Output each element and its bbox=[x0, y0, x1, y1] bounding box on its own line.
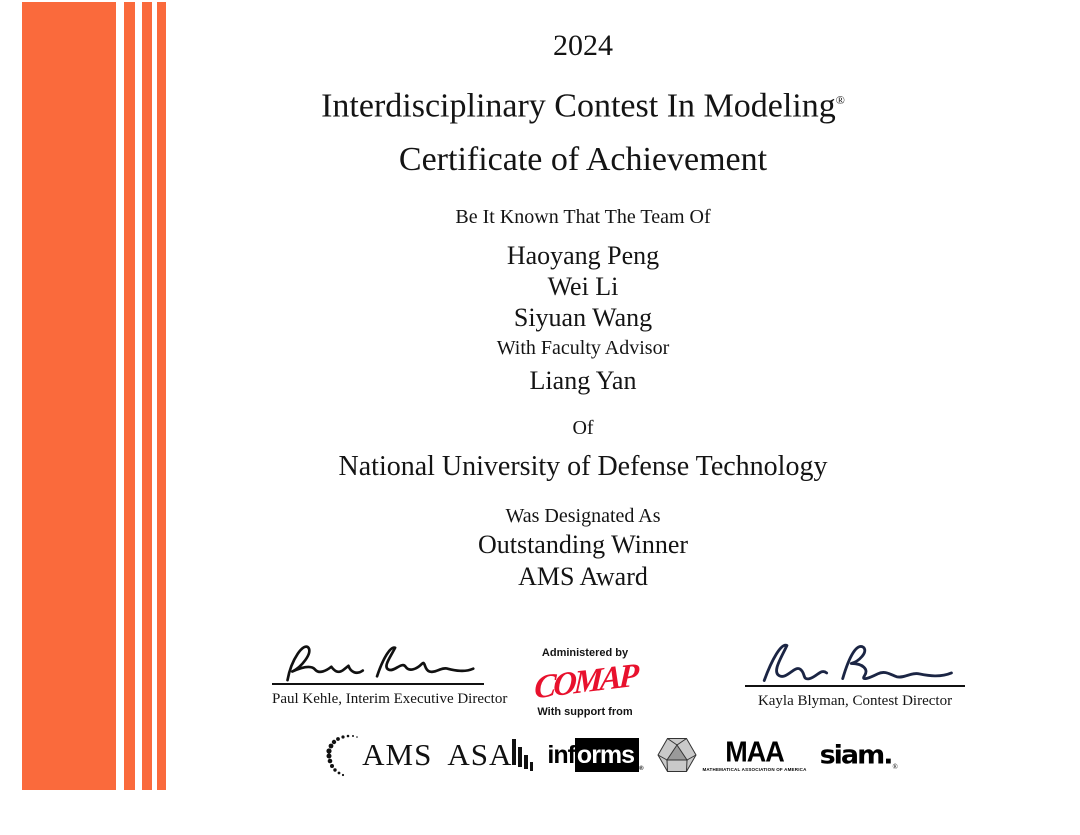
ams-wordmark: AMS bbox=[362, 737, 433, 773]
ams-logo bbox=[324, 733, 432, 777]
paul-kehle-signature-image bbox=[278, 637, 478, 687]
sponsor-logos-row bbox=[194, 732, 1028, 778]
team-member-name: Haoyang Peng bbox=[506, 241, 660, 271]
left-accent-stripe-1 bbox=[124, 2, 135, 790]
left-accent-bar-wide bbox=[22, 2, 116, 790]
asa-bars-icon bbox=[512, 737, 534, 773]
left-accent-stripe-3 bbox=[157, 2, 166, 790]
team-intro-line: Be It Known That The Team Of bbox=[455, 206, 711, 229]
faculty-advisor-label: With Faculty Advisor bbox=[496, 337, 670, 360]
siam-logo bbox=[820, 740, 898, 771]
informs-wordmark-box: orms bbox=[575, 738, 639, 772]
faculty-advisor-name: Liang Yan bbox=[529, 366, 637, 396]
award-name: AMS Award bbox=[518, 562, 648, 592]
designation-title: Outstanding Winner bbox=[477, 530, 689, 560]
siam-registered-mark: ® bbox=[892, 762, 898, 771]
ams-dotted-arc-icon bbox=[324, 733, 362, 777]
informs-wordmark-prefix: inf bbox=[547, 741, 575, 770]
informs-registered-mark: ® bbox=[639, 766, 644, 773]
team-member-name: Wei Li bbox=[547, 272, 619, 302]
contest-title bbox=[166, 78, 1000, 128]
asa-wordmark: ASA bbox=[447, 737, 513, 773]
asa-logo bbox=[447, 737, 534, 773]
institution-name: National University of Defense Technology bbox=[338, 451, 828, 483]
signature-block-executive-director bbox=[272, 637, 508, 708]
certificate-subtitle: Certificate of Achievement bbox=[398, 141, 768, 179]
team-members-list bbox=[166, 240, 1000, 333]
siam-wordmark: siam. bbox=[819, 740, 892, 771]
left-accent-stripe-2 bbox=[142, 2, 152, 790]
designation-label: Was Designated As bbox=[505, 505, 661, 528]
maa-text-column bbox=[702, 735, 807, 773]
of-label: Of bbox=[572, 417, 594, 440]
contest-year: 2024 bbox=[553, 29, 613, 62]
administered-by-label: Administered by bbox=[541, 647, 629, 660]
informs-logo bbox=[547, 738, 643, 772]
kayla-blyman-signature-image bbox=[750, 637, 960, 689]
team-member-name: Siyuan Wang bbox=[513, 303, 653, 333]
contest-title-text: Interdisciplinary Contest In Modeling bbox=[321, 87, 836, 125]
contest-director-name-title: Kayla Blyman, Contest Director bbox=[757, 693, 953, 710]
comap-logo: COMAP bbox=[533, 657, 637, 707]
signature-line bbox=[745, 685, 965, 687]
maa-wordmark: MAA bbox=[725, 735, 784, 768]
maa-icosahedron-icon bbox=[656, 734, 698, 776]
with-support-from-label: With support from bbox=[537, 706, 633, 719]
administered-by-block bbox=[510, 647, 660, 719]
maa-subtitle: MATHEMATICAL ASSOCIATION OF AMERICA bbox=[702, 766, 807, 772]
certificate-content bbox=[166, 0, 1000, 835]
registered-trademark-symbol: ® bbox=[835, 93, 845, 107]
signature-block-contest-director bbox=[745, 637, 965, 710]
signature-line bbox=[272, 683, 484, 685]
signatures-row bbox=[166, 637, 1000, 732]
executive-director-name-title: Paul Kehle, Interim Executive Director bbox=[272, 691, 508, 708]
maa-logo bbox=[656, 734, 806, 776]
